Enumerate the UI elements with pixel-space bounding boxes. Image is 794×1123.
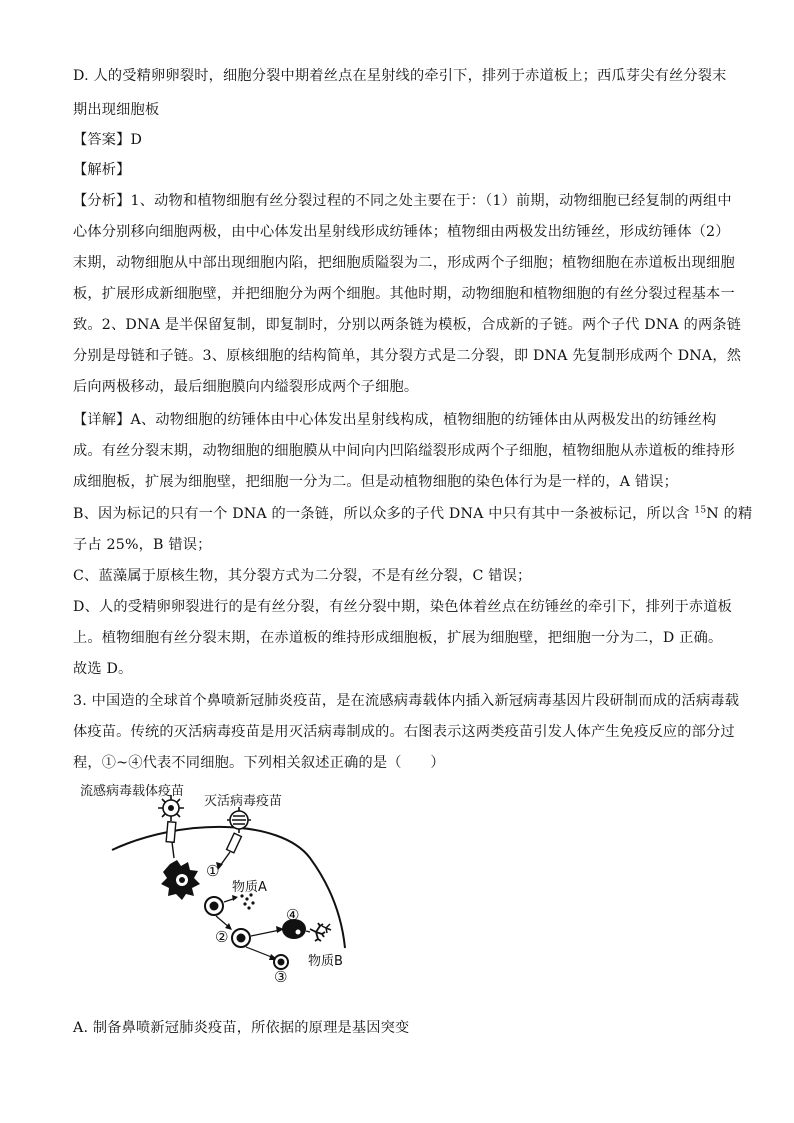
question-3-line-1: 3. 中国造的全球首个鼻喷新冠肺炎疫苗，是在流感病毒载体内插入新冠病毒基因片段研制而成的活病毒载 bbox=[73, 693, 740, 709]
cell-1-antigen-presenting bbox=[161, 860, 200, 900]
detail-b-line-1 bbox=[73, 504, 752, 524]
cell-2-label: ② bbox=[215, 928, 229, 946]
substance-a-label: 物质A bbox=[232, 880, 267, 895]
option-a-line: A. 制备鼻喷新冠肺炎疫苗，所依据的原理是基因突变 bbox=[73, 1020, 410, 1036]
analysis-heading: 【解析】 bbox=[73, 162, 131, 178]
detail-line-3: 成细胞板，扩展为细胞壁，把细胞一分为二。但是动植物细胞的染色体行为是一样的，A 错误； bbox=[73, 474, 679, 490]
inactivated-vaccine-label: 灭活病毒疫苗 bbox=[204, 794, 283, 809]
detail-line-1: 【详解】A、动物细胞的纺锤体由中心体发出星射线构成，植物细胞的纺锤体由从两极发出的纺锤丝构 bbox=[73, 412, 717, 428]
analysis-line-2: 心体分别移向细胞两极，由中心体发出星射线形成纺锤体；植物细由两极发出纺锤丝，形成纺锤体（2） bbox=[73, 224, 730, 240]
syringe-left-icon bbox=[166, 822, 176, 858]
analysis-line-5: 致。2、DNA 是半保留复制，即复制时，分别以两条链为模板，合成新的子链。两个子代 DNA 的两条链 bbox=[73, 317, 742, 333]
choose-d-line: 故选 D。 bbox=[73, 661, 133, 677]
analysis-line-7: 后向两极移动，最后细胞膜向内缢裂形成两个子细胞。 bbox=[73, 379, 419, 395]
detail-b-line-2: 子占 25%，B 错误； bbox=[73, 537, 212, 553]
question-3-line-2: 体疫苗。传统的灭活病毒疫苗是用灭活病毒制成的。右图表示这两类疫苗引发人体产生免疫反应的部分过 bbox=[73, 724, 735, 740]
flu-vector-vaccine-label: 流感病毒载体疫苗 bbox=[80, 784, 185, 799]
detail-line-2: 成。有丝分裂末期，动物细胞的细胞膜从中间向内凹陷缢裂形成两个子细胞，植物细胞从赤道板的维持形 bbox=[73, 443, 735, 459]
cell-4-label: ④ bbox=[286, 906, 300, 924]
cell-3-label: ③ bbox=[274, 968, 288, 986]
cell-1-label: ① bbox=[206, 862, 220, 880]
analysis-line-3: 末期，动物细胞从中部出现细胞内陷，把细胞质隘裂为二，形成两个子细胞；植物细胞在赤道板出现细胞 bbox=[73, 255, 735, 271]
syringe-right-icon bbox=[216, 833, 241, 870]
analysis-line-1: 【分析】1、动物和植物细胞有丝分裂过程的不同之处主要在于：（1）前期，动物细胞已经复制的两组中 bbox=[73, 193, 732, 209]
detail-d-line-1: D、人的受精卵卵裂进行的是有丝分裂，有丝分裂中期，染色体着丝点在纺锤丝的牵引下，排列于赤道板 bbox=[73, 599, 733, 615]
isotope-superscript: 15 bbox=[694, 505, 707, 516]
detail-b-text-post: N 的精 bbox=[706, 506, 753, 522]
substance-b-antibodies bbox=[310, 923, 331, 941]
answer-line: 【答案】D bbox=[73, 132, 143, 148]
substance-a-dots bbox=[240, 893, 254, 909]
analysis-line-4: 板，扩展形成新细胞壁，并把细胞分为两个细胞。其他时期，动物细胞和植物细胞的有丝分裂过程基本一 bbox=[73, 286, 735, 302]
immune-response-figure bbox=[70, 778, 370, 988]
detail-c-line: C、蓝藻属于原核生物，其分裂方式为二分裂，不是有丝分裂，C 错误； bbox=[73, 568, 532, 584]
substance-b-label: 物质B bbox=[308, 954, 343, 969]
option-d-line-1: D. 人的受精卵卵裂时，细胞分裂中期着丝点在星射线的牵引下，排列于赤道板上；西瓜芽尖有丝分裂末 bbox=[73, 68, 727, 84]
cell-2-b-cell bbox=[232, 929, 250, 947]
analysis-line-6: 分别是母链和子链。3、原核细胞的结构简单，其分裂方式是二分裂，即 DNA 先复制形成两个 DNA，然 bbox=[73, 348, 742, 364]
detail-b-text-pre: B、因为标记的只有一个 DNA 的一条链，所以众多的子代 DNA 中只有其中一条被标记，所以含 bbox=[73, 506, 695, 522]
cell-3-memory-cell bbox=[274, 955, 288, 969]
detail-d-line-2: 上。植物细胞有丝分裂末期，在赤道板的维持形成细胞板，扩展为细胞壁，把细胞一分为二，D 正确。 bbox=[73, 630, 723, 646]
question-3-line-3: 程，①~④代表不同细胞。下列相关叙述正确的是（ ） bbox=[73, 755, 445, 771]
cell-t-helper bbox=[205, 897, 223, 915]
option-d-line-2: 期出现细胞板 bbox=[73, 102, 160, 118]
